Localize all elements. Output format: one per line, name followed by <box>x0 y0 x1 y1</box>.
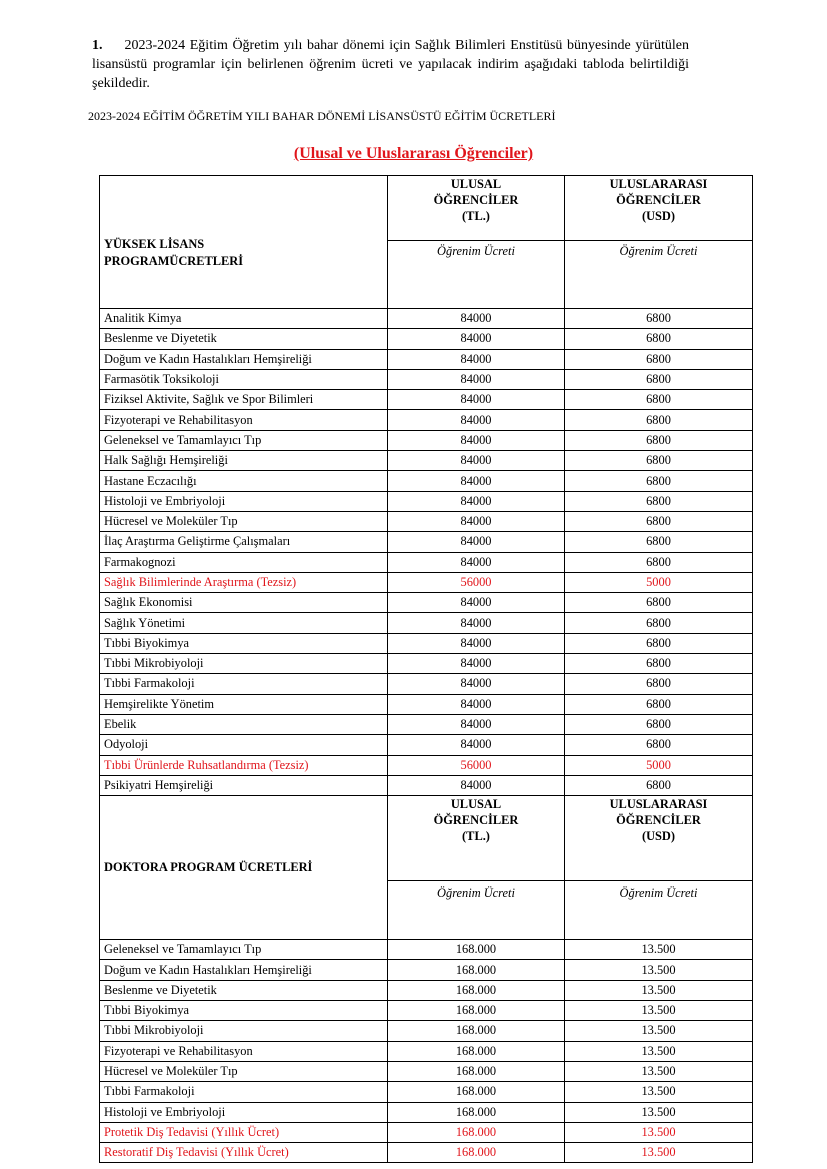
masters-label-line2: PROGRAMÜCRETLERİ <box>104 254 244 268</box>
doctorate-international-fee-cell: 13.500 <box>565 1061 753 1081</box>
masters-program-cell: İlaç Araştırma Geliştirme Çalışmaları <box>100 532 388 552</box>
doctorate-section-label: DOKTORA PROGRAM ÜCRETLERİ <box>100 796 388 940</box>
masters-row <box>100 674 753 694</box>
doctorate-international-fee-label: Öğrenim Ücreti <box>565 881 753 940</box>
doctorate-international-fee-cell: 13.500 <box>565 960 753 980</box>
masters-national-fee-cell: 84000 <box>388 511 565 531</box>
masters-international-fee-cell: 6800 <box>565 491 753 511</box>
doctorate-row <box>100 1102 753 1122</box>
masters-national-fee-cell: 84000 <box>388 613 565 633</box>
doctorate-national-fee-cell: 168.000 <box>388 960 565 980</box>
doctorate-international-fee-cell: 13.500 <box>565 1082 753 1102</box>
doctorate-international-fee-cell: 13.500 <box>565 1001 753 1021</box>
doctorate-program-cell: Restoratif Diş Tedavisi (Yıllık Ücret) <box>100 1143 388 1163</box>
masters-international-fee-label: Öğrenim Ücreti <box>565 241 753 309</box>
masters-program-cell: Farmasötik Toksikoloji <box>100 369 388 389</box>
masters-international-fee-cell: 6800 <box>565 430 753 450</box>
masters-national-fee-cell: 84000 <box>388 735 565 755</box>
masters-program-cell: Halk Sağlığı Hemşireliği <box>100 451 388 471</box>
intro-text: 2023-2024 Eğitim Öğretim yılı bahar dönemi için Sağlık Bilimleri Enstitüsü bünyesinde yürütülen lisansüstü programlar için belirlenen öğrenim ücreti ve yapılacak indirim aşağıdaki tabloda belirtildiği şekildedir. <box>92 38 689 91</box>
masters-international-fee-cell: 6800 <box>565 674 753 694</box>
masters-row <box>100 694 753 714</box>
masters-program-cell: Doğum ve Kadın Hastalıkları Hemşireliği <box>100 349 388 369</box>
fee-heading: 2023-2024 EĞİTİM ÖĞRETİM YILI BAHAR DÖNEMİ LİSANSÜSTÜ EĞİTİM ÜCRETLERİ <box>88 109 556 123</box>
masters-program-cell: Histoloji ve Embriyoloji <box>100 491 388 511</box>
masters-national-fee-cell: 84000 <box>388 430 565 450</box>
masters-national-fee-cell: 84000 <box>388 552 565 572</box>
masters-national-fee-cell: 84000 <box>388 390 565 410</box>
doctorate-program-cell: Histoloji ve Embriyoloji <box>100 1102 388 1122</box>
doctorate-international-fee-cell: 13.500 <box>565 1021 753 1041</box>
masters-international-fee-cell: 5000 <box>565 755 753 775</box>
masters-international-fee-cell: 6800 <box>565 633 753 653</box>
doctorate-row <box>100 980 753 1000</box>
doctorate-intl-h1: ULUSLARARASI <box>609 797 708 812</box>
masters-national-h3: (TL.) <box>462 209 490 223</box>
masters-intl-h1: ULUSLARARASI <box>609 177 708 191</box>
doctorate-national-fee-label: Öğrenim Ücreti <box>388 881 565 940</box>
masters-row <box>100 511 753 531</box>
masters-row <box>100 309 753 329</box>
doctorate-program-cell: Beslenme ve Diyetetik <box>100 980 388 1000</box>
doctorate-row <box>100 1061 753 1081</box>
masters-national-fee-cell: 84000 <box>388 694 565 714</box>
masters-international-fee-cell: 6800 <box>565 694 753 714</box>
masters-row <box>100 613 753 633</box>
doctorate-national-h1: ULUSAL <box>450 797 502 812</box>
masters-national-fee-cell: 84000 <box>388 674 565 694</box>
masters-program-cell: Fizyoterapi ve Rehabilitasyon <box>100 410 388 430</box>
masters-row <box>100 369 753 389</box>
intro-paragraph <box>92 36 689 93</box>
doctorate-national-fee-cell: 168.000 <box>388 940 565 960</box>
masters-program-cell: Sağlık Yönetimi <box>100 613 388 633</box>
masters-program-cell: Ebelik <box>100 714 388 734</box>
masters-row <box>100 714 753 734</box>
masters-row <box>100 633 753 653</box>
masters-program-cell: Sağlık Bilimlerinde Araştırma (Tezsiz) <box>100 572 388 592</box>
masters-program-cell: Hastane Eczacılığı <box>100 471 388 491</box>
masters-international-fee-cell: 6800 <box>565 349 753 369</box>
masters-row <box>100 329 753 349</box>
masters-national-fee-cell: 84000 <box>388 491 565 511</box>
doctorate-program-cell: Tıbbi Biyokimya <box>100 1001 388 1021</box>
doctorate-national-h2: ÖĞRENCİLER <box>433 813 519 828</box>
masters-program-cell: Tıbbi Ürünlerde Ruhsatlandırma (Tezsiz) <box>100 755 388 775</box>
doctorate-program-cell: Doğum ve Kadın Hastalıkları Hemşireliği <box>100 960 388 980</box>
masters-program-cell: Fiziksel Aktivite, Sağlık ve Spor Bilimleri <box>100 390 388 410</box>
masters-international-fee-cell: 6800 <box>565 532 753 552</box>
masters-section-label <box>100 176 388 309</box>
masters-national-header <box>388 176 565 241</box>
masters-national-fee-cell: 84000 <box>388 369 565 389</box>
masters-national-fee-label: Öğrenim Ücreti <box>388 241 565 309</box>
masters-row <box>100 410 753 430</box>
doctorate-row <box>100 1082 753 1102</box>
masters-row <box>100 430 753 450</box>
masters-international-fee-cell: 6800 <box>565 735 753 755</box>
doctorate-row <box>100 1001 753 1021</box>
masters-national-fee-cell: 84000 <box>388 471 565 491</box>
masters-national-fee-cell: 84000 <box>388 349 565 369</box>
doctorate-row <box>100 960 753 980</box>
masters-international-fee-cell: 6800 <box>565 451 753 471</box>
masters-international-fee-cell: 6800 <box>565 369 753 389</box>
masters-row <box>100 593 753 613</box>
masters-program-cell: Hücresel ve Moleküler Tıp <box>100 511 388 531</box>
masters-national-fee-cell: 84000 <box>388 451 565 471</box>
masters-row <box>100 532 753 552</box>
doctorate-program-cell: Fizyoterapi ve Rehabilitasyon <box>100 1041 388 1061</box>
doctorate-national-fee-cell: 168.000 <box>388 1041 565 1061</box>
doctorate-program-cell: Tıbbi Mikrobiyoloji <box>100 1021 388 1041</box>
doctorate-row <box>100 1021 753 1041</box>
doctorate-international-fee-cell: 13.500 <box>565 1143 753 1163</box>
masters-national-fee-cell: 84000 <box>388 410 565 430</box>
masters-national-fee-cell: 56000 <box>388 755 565 775</box>
masters-national-fee-cell: 84000 <box>388 654 565 674</box>
masters-international-header <box>565 176 753 241</box>
masters-row <box>100 349 753 369</box>
masters-national-fee-cell: 84000 <box>388 309 565 329</box>
masters-program-cell: Hemşirelikte Yönetim <box>100 694 388 714</box>
masters-label-line1: YÜKSEK LİSANS <box>104 237 205 251</box>
masters-international-fee-cell: 6800 <box>565 593 753 613</box>
masters-international-fee-cell: 6800 <box>565 329 753 349</box>
doctorate-national-header <box>388 796 565 881</box>
doctorate-intl-h2: ÖĞRENCİLER <box>616 813 701 828</box>
doctorate-national-h3: (TL.) <box>462 829 490 844</box>
masters-program-cell: Tıbbi Mikrobiyoloji <box>100 654 388 674</box>
masters-international-fee-cell: 5000 <box>565 572 753 592</box>
masters-row <box>100 735 753 755</box>
doctorate-program-cell: Protetik Diş Tedavisi (Yıllık Ücret) <box>100 1122 388 1142</box>
masters-program-cell: Analitik Kimya <box>100 309 388 329</box>
masters-row <box>100 471 753 491</box>
masters-national-fee-cell: 84000 <box>388 593 565 613</box>
item-number: 1. <box>92 38 103 53</box>
masters-international-fee-cell: 6800 <box>565 552 753 572</box>
masters-row <box>100 451 753 471</box>
masters-program-cell: Farmakognozi <box>100 552 388 572</box>
fee-table <box>99 175 753 1163</box>
doctorate-program-cell: Geleneksel ve Tamamlayıcı Tıp <box>100 940 388 960</box>
masters-international-fee-cell: 6800 <box>565 613 753 633</box>
doctorate-international-fee-cell: 13.500 <box>565 1041 753 1061</box>
masters-international-fee-cell: 6800 <box>565 714 753 734</box>
doctorate-intl-h3: (USD) <box>641 829 676 844</box>
masters-international-fee-cell: 6800 <box>565 775 753 795</box>
masters-row <box>100 654 753 674</box>
doctorate-header-row <box>100 796 753 881</box>
masters-intl-h2: ÖĞRENCİLER <box>616 193 701 207</box>
doctorate-national-fee-cell: 168.000 <box>388 1102 565 1122</box>
masters-row <box>100 755 753 775</box>
masters-national-fee-cell: 84000 <box>388 532 565 552</box>
doctorate-national-fee-cell: 168.000 <box>388 980 565 1000</box>
masters-program-cell: Sağlık Ekonomisi <box>100 593 388 613</box>
masters-national-fee-cell: 84000 <box>388 775 565 795</box>
masters-program-cell: Tıbbi Farmakoloji <box>100 674 388 694</box>
masters-header-row <box>100 176 753 241</box>
masters-national-fee-cell: 84000 <box>388 633 565 653</box>
doctorate-international-fee-cell: 13.500 <box>565 1122 753 1142</box>
doctorate-national-fee-cell: 168.000 <box>388 1021 565 1041</box>
doctorate-international-header <box>565 796 753 881</box>
masters-intl-h3: (USD) <box>641 209 676 223</box>
doctorate-national-fee-cell: 168.000 <box>388 1001 565 1021</box>
doctorate-row <box>100 1143 753 1163</box>
masters-program-cell: Odyoloji <box>100 735 388 755</box>
doctorate-national-fee-cell: 168.000 <box>388 1122 565 1142</box>
masters-international-fee-cell: 6800 <box>565 410 753 430</box>
masters-national-fee-cell: 56000 <box>388 572 565 592</box>
doctorate-row <box>100 1041 753 1061</box>
doctorate-international-fee-cell: 13.500 <box>565 980 753 1000</box>
masters-program-cell: Beslenme ve Diyetetik <box>100 329 388 349</box>
doctorate-national-fee-cell: 168.000 <box>388 1061 565 1081</box>
masters-national-fee-cell: 84000 <box>388 714 565 734</box>
doctorate-international-fee-cell: 13.500 <box>565 940 753 960</box>
masters-program-cell: Psikiyatri Hemşireliği <box>100 775 388 795</box>
masters-international-fee-cell: 6800 <box>565 511 753 531</box>
masters-program-cell: Tıbbi Biyokimya <box>100 633 388 653</box>
masters-national-h2: ÖĞRENCİLER <box>433 193 519 207</box>
masters-program-cell: Geleneksel ve Tamamlayıcı Tıp <box>100 430 388 450</box>
doctorate-national-fee-cell: 168.000 <box>388 1143 565 1163</box>
doctorate-program-cell: Hücresel ve Moleküler Tıp <box>100 1061 388 1081</box>
masters-international-fee-cell: 6800 <box>565 309 753 329</box>
doctorate-program-cell: Tıbbi Farmakoloji <box>100 1082 388 1102</box>
masters-row <box>100 572 753 592</box>
doctorate-international-fee-cell: 13.500 <box>565 1102 753 1122</box>
masters-row <box>100 491 753 511</box>
doctorate-row <box>100 940 753 960</box>
doctorate-row <box>100 1122 753 1142</box>
masters-national-fee-cell: 84000 <box>388 329 565 349</box>
masters-row <box>100 552 753 572</box>
masters-row <box>100 390 753 410</box>
doctorate-national-fee-cell: 168.000 <box>388 1082 565 1102</box>
masters-row <box>100 775 753 795</box>
fee-subtitle: (Ulusal ve Uluslararası Öğrenciler) <box>293 145 534 162</box>
masters-national-h1: ULUSAL <box>450 177 502 191</box>
masters-international-fee-cell: 6800 <box>565 654 753 674</box>
masters-international-fee-cell: 6800 <box>565 471 753 491</box>
masters-international-fee-cell: 6800 <box>565 390 753 410</box>
